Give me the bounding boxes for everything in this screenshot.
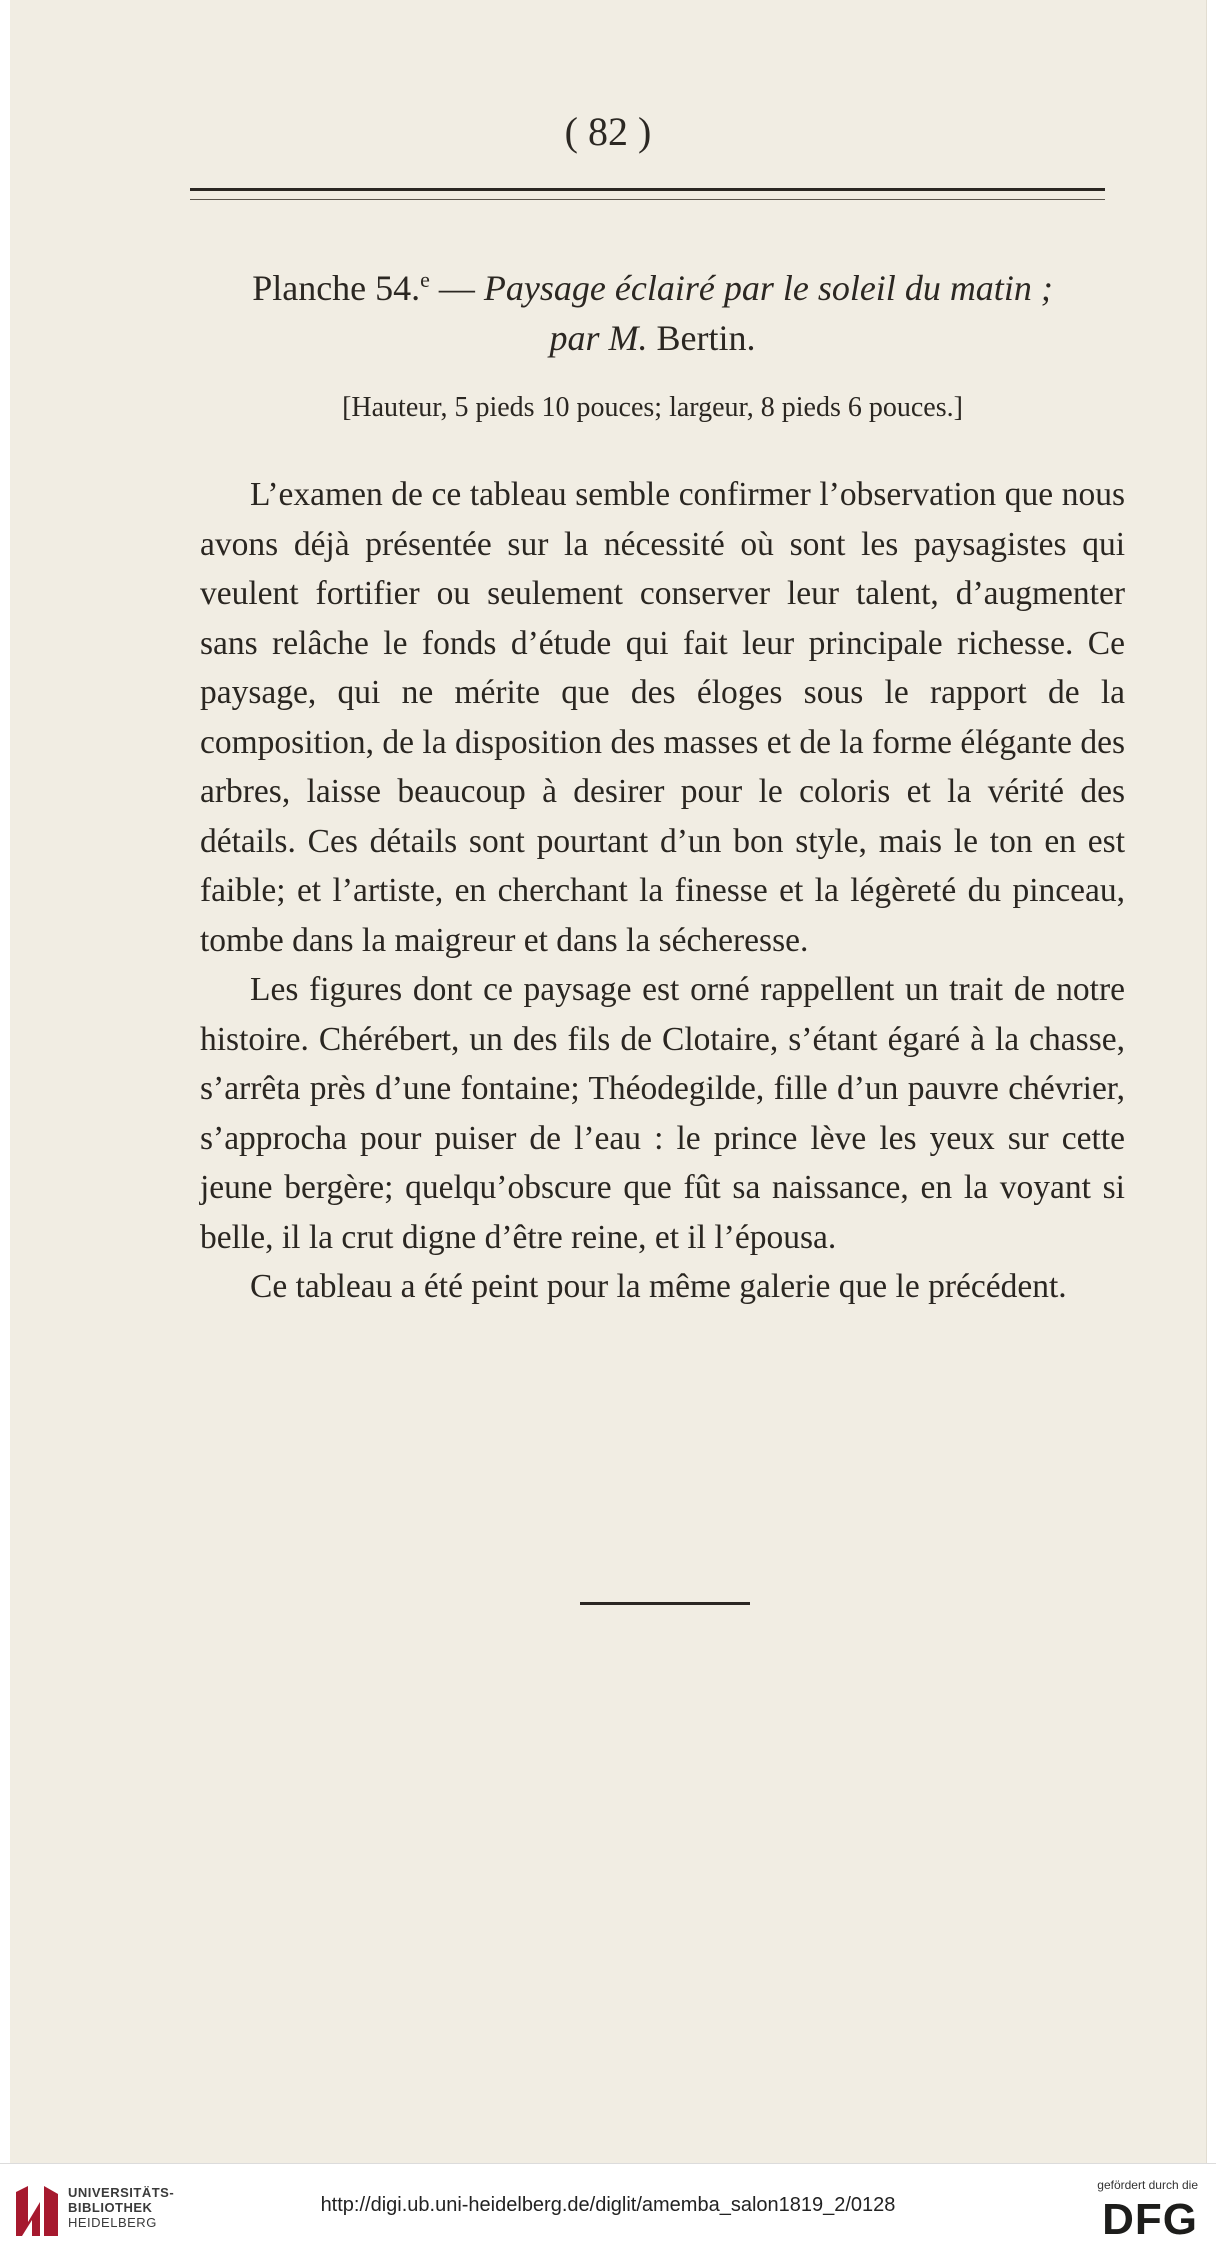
plate-heading <box>190 255 1115 363</box>
library-name-line: HEIDELBERG <box>68 2215 157 2230</box>
paragraph: Ce tableau a été peint pour la même galerie que le précédent. <box>250 1268 1067 1305</box>
page-number: ( 82 ) <box>564 109 652 154</box>
end-rule <box>580 1602 750 1605</box>
plate-dimensions: [Hauteur, 5 pieds 10 pouces; largeur, 8 pieds 6 pouces.] <box>342 392 963 423</box>
header-rule-thin <box>190 199 1105 200</box>
library-name-line: UNIVERSITÄTS- <box>68 2185 175 2200</box>
plate-artist: Bertin. <box>647 318 756 358</box>
permalink-url[interactable]: http://digi.ub.uni-heidelberg.de/diglit/amemba_salon1819_2/0128 <box>320 2194 896 2216</box>
plate-number-sup: e <box>420 267 430 292</box>
header-rule-thick <box>190 188 1105 191</box>
heading-dash: — <box>429 268 484 308</box>
dfg-logo: DFG <box>1102 2195 1198 2244</box>
scanned-page <box>10 0 1207 2163</box>
sponsor <box>1058 2178 1198 2244</box>
plate-attribution: par M. <box>549 318 648 358</box>
body-text <box>200 470 1125 1312</box>
footer-bar <box>0 2163 1216 2254</box>
paragraph: Les figures dont ce paysage est orné rappellent un trait de notre histoire. Chérébert, un des fils de Clotaire, s’étant égaré à la chasse, s’arrêta près d’une fontaine; Théodegilde, fille d’un pauvre chévrier, s’approcha pour puiser de l’eau : le prince lève les yeux sur cette jeune bergère; quelqu’obscure que fût sa naissance, en la voyant si belle, il la crut digne d’être reine, et il l’épousa. <box>200 971 1125 1256</box>
plate-title: Paysage éclairé par le soleil du matin ; <box>483 268 1053 308</box>
sponsor-text: gefördert durch die <box>1097 2178 1198 2192</box>
library-name-line: BIBLIOTHEK <box>68 2200 153 2215</box>
plate-number: Planche 54. <box>252 268 421 308</box>
paragraph: L’examen de ce tableau semble confirmer l’observation que nous avons déjà présentée sur la nécessité où sont les paysagistes qui veulent fortifier ou seulement conserver leur talent, d’augmenter sans relâche le fonds d’étude qui fait leur principale richesse. Ce paysage, qui ne mérite que des éloges sous le rapport de la composition, de la disposition des masses et de la forme élégante des arbres, laisse beaucoup à desirer pour le coloris et la vérité des détails. Ces détails sont pourtant d’un bon style, mais le ton en est faible; et l’artiste, en cherchant la finesse et la légèreté du pinceau, tombe dans la maigreur et dans la sécheresse. <box>200 476 1125 959</box>
